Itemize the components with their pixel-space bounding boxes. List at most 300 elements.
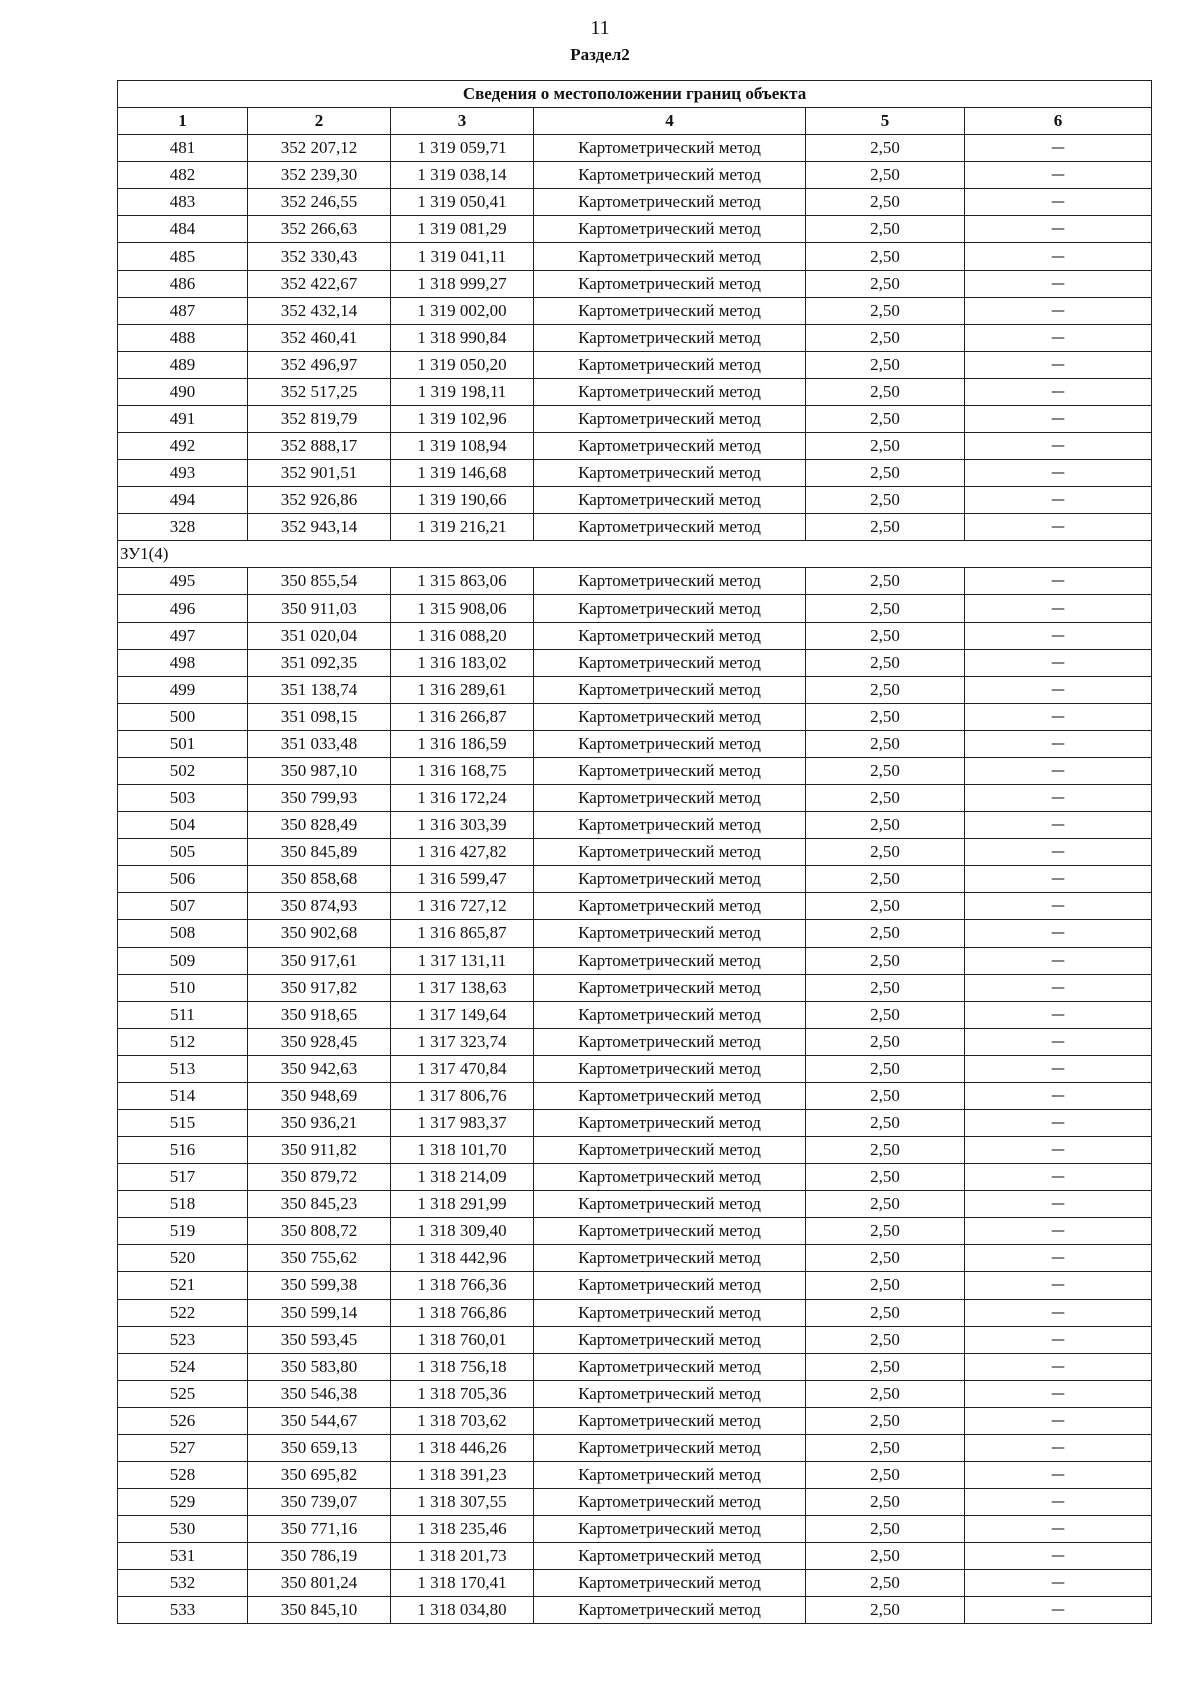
description-cell: — — [965, 487, 1152, 514]
table-row — [118, 270, 1152, 297]
y-coordinate-cell: 1 317 323,74 — [391, 1028, 534, 1055]
x-coordinate-cell: 351 020,04 — [248, 622, 391, 649]
method-cell: Картометрический метод — [534, 1137, 806, 1164]
table-row — [118, 1597, 1152, 1624]
point-number-cell: 507 — [118, 893, 248, 920]
point-number-cell: 484 — [118, 216, 248, 243]
y-coordinate-cell: 1 318 990,84 — [391, 324, 534, 351]
point-number-cell: 517 — [118, 1164, 248, 1191]
description-cell: — — [965, 135, 1152, 162]
x-coordinate-cell: 350 771,16 — [248, 1516, 391, 1543]
y-coordinate-cell: 1 317 806,76 — [391, 1082, 534, 1109]
y-coordinate-cell: 1 318 766,36 — [391, 1272, 534, 1299]
method-cell: Картометрический метод — [534, 1380, 806, 1407]
point-number-cell: 518 — [118, 1191, 248, 1218]
point-number-cell: 490 — [118, 378, 248, 405]
x-coordinate-cell: 350 948,69 — [248, 1082, 391, 1109]
method-cell: Картометрический метод — [534, 1326, 806, 1353]
point-number-cell: 514 — [118, 1082, 248, 1109]
description-cell: — — [965, 757, 1152, 784]
column-number-5: 5 — [806, 108, 965, 135]
table-row — [118, 703, 1152, 730]
x-coordinate-cell: 352 207,12 — [248, 135, 391, 162]
y-coordinate-cell: 1 319 102,96 — [391, 405, 534, 432]
description-cell: — — [965, 1543, 1152, 1570]
point-number-cell: 494 — [118, 487, 248, 514]
description-cell: — — [965, 405, 1152, 432]
y-coordinate-cell: 1 318 756,18 — [391, 1353, 534, 1380]
accuracy-cell: 2,50 — [806, 866, 965, 893]
x-coordinate-cell: 351 092,35 — [248, 649, 391, 676]
table-row — [118, 785, 1152, 812]
accuracy-cell: 2,50 — [806, 1028, 965, 1055]
x-coordinate-cell: 350 659,13 — [248, 1434, 391, 1461]
description-cell: — — [965, 1353, 1152, 1380]
description-cell: — — [965, 162, 1152, 189]
method-cell: Картометрический метод — [534, 1028, 806, 1055]
method-cell: Картометрический метод — [534, 595, 806, 622]
description-cell: — — [965, 866, 1152, 893]
description-cell: — — [965, 1434, 1152, 1461]
y-coordinate-cell: 1 317 138,63 — [391, 974, 534, 1001]
accuracy-cell: 2,50 — [806, 622, 965, 649]
method-cell: Картометрический метод — [534, 514, 806, 541]
x-coordinate-cell: 350 918,65 — [248, 1001, 391, 1028]
point-number-cell: 492 — [118, 433, 248, 460]
method-cell: Картометрический метод — [534, 622, 806, 649]
x-coordinate-cell: 350 936,21 — [248, 1109, 391, 1136]
y-coordinate-cell: 1 318 703,62 — [391, 1407, 534, 1434]
accuracy-cell: 2,50 — [806, 595, 965, 622]
description-cell: — — [965, 1028, 1152, 1055]
description-cell: — — [965, 514, 1152, 541]
method-cell: Картометрический метод — [534, 676, 806, 703]
point-number-cell: 502 — [118, 757, 248, 784]
point-number-cell: 493 — [118, 460, 248, 487]
description-cell: — — [965, 920, 1152, 947]
table-row — [118, 405, 1152, 432]
y-coordinate-cell: 1 316 183,02 — [391, 649, 534, 676]
table-row — [118, 1272, 1152, 1299]
x-coordinate-cell: 350 845,10 — [248, 1597, 391, 1624]
accuracy-cell: 2,50 — [806, 568, 965, 595]
table-row — [118, 460, 1152, 487]
accuracy-cell: 2,50 — [806, 1489, 965, 1516]
table-row — [118, 216, 1152, 243]
x-coordinate-cell: 350 902,68 — [248, 920, 391, 947]
method-cell: Картометрический метод — [534, 757, 806, 784]
point-number-cell: 483 — [118, 189, 248, 216]
y-coordinate-cell: 1 319 050,41 — [391, 189, 534, 216]
method-cell: Картометрический метод — [534, 1516, 806, 1543]
point-number-cell: 532 — [118, 1570, 248, 1597]
table-row — [118, 1245, 1152, 1272]
description-cell: — — [965, 730, 1152, 757]
y-coordinate-cell: 1 318 307,55 — [391, 1489, 534, 1516]
table-row — [118, 1164, 1152, 1191]
y-coordinate-cell: 1 319 038,14 — [391, 162, 534, 189]
accuracy-cell: 2,50 — [806, 1326, 965, 1353]
y-coordinate-cell: 1 318 214,09 — [391, 1164, 534, 1191]
x-coordinate-cell: 350 593,45 — [248, 1326, 391, 1353]
table-row — [118, 757, 1152, 784]
table-body — [118, 135, 1152, 1624]
table-row — [118, 433, 1152, 460]
accuracy-cell: 2,50 — [806, 1380, 965, 1407]
point-number-cell: 512 — [118, 1028, 248, 1055]
y-coordinate-cell: 1 319 146,68 — [391, 460, 534, 487]
method-cell: Картометрический метод — [534, 1353, 806, 1380]
description-cell: — — [965, 1407, 1152, 1434]
accuracy-cell: 2,50 — [806, 1353, 965, 1380]
point-number-cell: 521 — [118, 1272, 248, 1299]
accuracy-cell: 2,50 — [806, 135, 965, 162]
description-cell: — — [965, 1001, 1152, 1028]
table-row — [118, 1218, 1152, 1245]
accuracy-cell: 2,50 — [806, 1597, 965, 1624]
y-coordinate-cell: 1 319 081,29 — [391, 216, 534, 243]
x-coordinate-cell: 352 517,25 — [248, 378, 391, 405]
accuracy-cell: 2,50 — [806, 1434, 965, 1461]
method-cell: Картометрический метод — [534, 1272, 806, 1299]
description-cell: — — [965, 1489, 1152, 1516]
description-cell: — — [965, 460, 1152, 487]
method-cell: Картометрический метод — [534, 568, 806, 595]
section-title: Раздел2 — [570, 45, 630, 64]
method-cell: Картометрический метод — [534, 974, 806, 1001]
table-row — [118, 378, 1152, 405]
y-coordinate-cell: 1 316 599,47 — [391, 866, 534, 893]
method-cell: Картометрический метод — [534, 730, 806, 757]
accuracy-cell: 2,50 — [806, 297, 965, 324]
method-cell: Картометрический метод — [534, 1434, 806, 1461]
x-coordinate-cell: 350 544,67 — [248, 1407, 391, 1434]
description-cell: — — [965, 812, 1152, 839]
point-number-cell: 491 — [118, 405, 248, 432]
table-row — [118, 1191, 1152, 1218]
accuracy-cell: 2,50 — [806, 1543, 965, 1570]
y-coordinate-cell: 1 315 863,06 — [391, 568, 534, 595]
method-cell: Картометрический метод — [534, 324, 806, 351]
table-row — [118, 1434, 1152, 1461]
y-coordinate-cell: 1 318 999,27 — [391, 270, 534, 297]
x-coordinate-cell: 351 033,48 — [248, 730, 391, 757]
page-number: 11 — [590, 17, 610, 39]
method-cell: Картометрический метод — [534, 1164, 806, 1191]
description-cell: — — [965, 351, 1152, 378]
table-row — [118, 1299, 1152, 1326]
method-cell: Картометрический метод — [534, 1218, 806, 1245]
description-cell: — — [965, 189, 1152, 216]
column-number-1: 1 — [118, 108, 248, 135]
description-cell: — — [965, 1272, 1152, 1299]
x-coordinate-cell: 352 330,43 — [248, 243, 391, 270]
description-cell: — — [965, 1516, 1152, 1543]
point-number-cell: 506 — [118, 866, 248, 893]
method-cell: Картометрический метод — [534, 216, 806, 243]
y-coordinate-cell: 1 316 172,24 — [391, 785, 534, 812]
x-coordinate-cell: 350 755,62 — [248, 1245, 391, 1272]
table-row — [118, 1570, 1152, 1597]
point-number-cell: 516 — [118, 1137, 248, 1164]
x-coordinate-cell: 352 266,63 — [248, 216, 391, 243]
method-cell: Картометрический метод — [534, 1407, 806, 1434]
column-number-2: 2 — [248, 108, 391, 135]
accuracy-cell: 2,50 — [806, 1570, 965, 1597]
description-cell: — — [965, 243, 1152, 270]
y-coordinate-cell: 1 318 760,01 — [391, 1326, 534, 1353]
description-cell: — — [965, 1326, 1152, 1353]
x-coordinate-cell: 350 911,82 — [248, 1137, 391, 1164]
x-coordinate-cell: 350 879,72 — [248, 1164, 391, 1191]
method-cell: Картометрический метод — [534, 839, 806, 866]
table-row — [118, 974, 1152, 1001]
table-row — [118, 866, 1152, 893]
method-cell: Картометрический метод — [534, 433, 806, 460]
table-row — [118, 1461, 1152, 1488]
method-cell: Картометрический метод — [534, 405, 806, 432]
y-coordinate-cell: 1 319 059,71 — [391, 135, 534, 162]
y-coordinate-cell: 1 316 168,75 — [391, 757, 534, 784]
accuracy-cell: 2,50 — [806, 974, 965, 1001]
method-cell: Картометрический метод — [534, 812, 806, 839]
point-number-cell: 504 — [118, 812, 248, 839]
method-cell: Картометрический метод — [534, 351, 806, 378]
accuracy-cell: 2,50 — [806, 324, 965, 351]
table-row — [118, 947, 1152, 974]
description-cell: — — [965, 1109, 1152, 1136]
accuracy-cell: 2,50 — [806, 514, 965, 541]
table-row — [118, 189, 1152, 216]
accuracy-cell: 2,50 — [806, 649, 965, 676]
method-cell: Картометрический метод — [534, 1597, 806, 1624]
x-coordinate-cell: 350 928,45 — [248, 1028, 391, 1055]
accuracy-cell: 2,50 — [806, 189, 965, 216]
description-cell: — — [965, 676, 1152, 703]
table-row — [118, 1543, 1152, 1570]
method-cell: Картометрический метод — [534, 135, 806, 162]
point-number-cell: 500 — [118, 703, 248, 730]
accuracy-cell: 2,50 — [806, 839, 965, 866]
column-number-row — [118, 108, 1152, 135]
point-number-cell: 511 — [118, 1001, 248, 1028]
accuracy-cell: 2,50 — [806, 162, 965, 189]
point-number-cell: 515 — [118, 1109, 248, 1136]
y-coordinate-cell: 1 318 201,73 — [391, 1543, 534, 1570]
description-cell: — — [965, 974, 1152, 1001]
description-cell: — — [965, 324, 1152, 351]
description-cell: — — [965, 1191, 1152, 1218]
description-cell: — — [965, 1461, 1152, 1488]
x-coordinate-cell: 350 874,93 — [248, 893, 391, 920]
accuracy-cell: 2,50 — [806, 676, 965, 703]
y-coordinate-cell: 1 318 291,99 — [391, 1191, 534, 1218]
y-coordinate-cell: 1 318 034,80 — [391, 1597, 534, 1624]
method-cell: Картометрический метод — [534, 378, 806, 405]
y-coordinate-cell: 1 316 427,82 — [391, 839, 534, 866]
y-coordinate-cell: 1 316 289,61 — [391, 676, 534, 703]
table-row — [118, 1082, 1152, 1109]
method-cell: Картометрический метод — [534, 162, 806, 189]
accuracy-cell: 2,50 — [806, 947, 965, 974]
y-coordinate-cell: 1 318 705,36 — [391, 1380, 534, 1407]
x-coordinate-cell: 351 138,74 — [248, 676, 391, 703]
accuracy-cell: 2,50 — [806, 270, 965, 297]
table-row — [118, 1028, 1152, 1055]
x-coordinate-cell: 350 917,61 — [248, 947, 391, 974]
accuracy-cell: 2,50 — [806, 487, 965, 514]
point-number-cell: 503 — [118, 785, 248, 812]
x-coordinate-cell: 352 901,51 — [248, 460, 391, 487]
accuracy-cell: 2,50 — [806, 433, 965, 460]
table-row — [118, 1380, 1152, 1407]
accuracy-cell: 2,50 — [806, 920, 965, 947]
x-coordinate-cell: 352 496,97 — [248, 351, 391, 378]
table-row — [118, 1137, 1152, 1164]
point-number-cell: 522 — [118, 1299, 248, 1326]
x-coordinate-cell: 350 583,80 — [248, 1353, 391, 1380]
table-row — [118, 243, 1152, 270]
y-coordinate-cell: 1 316 865,87 — [391, 920, 534, 947]
parcel-group-label: ЗУ1(4) — [118, 541, 1152, 568]
y-coordinate-cell: 1 316 727,12 — [391, 893, 534, 920]
table-row — [118, 1326, 1152, 1353]
y-coordinate-cell: 1 319 190,66 — [391, 487, 534, 514]
table-row — [118, 568, 1152, 595]
accuracy-cell: 2,50 — [806, 1299, 965, 1326]
method-cell: Картометрический метод — [534, 703, 806, 730]
table-row — [118, 812, 1152, 839]
y-coordinate-cell: 1 319 216,21 — [391, 514, 534, 541]
y-coordinate-cell: 1 318 446,26 — [391, 1434, 534, 1461]
table-row — [118, 1516, 1152, 1543]
description-cell: — — [965, 1245, 1152, 1272]
y-coordinate-cell: 1 319 041,11 — [391, 243, 534, 270]
accuracy-cell: 2,50 — [806, 460, 965, 487]
method-cell: Картометрический метод — [534, 947, 806, 974]
method-cell: Картометрический метод — [534, 243, 806, 270]
method-cell: Картометрический метод — [534, 893, 806, 920]
accuracy-cell: 2,50 — [806, 1461, 965, 1488]
table-row — [118, 135, 1152, 162]
description-cell: — — [965, 378, 1152, 405]
x-coordinate-cell: 352 246,55 — [248, 189, 391, 216]
method-cell: Картометрический метод — [534, 1082, 806, 1109]
accuracy-cell: 2,50 — [806, 1272, 965, 1299]
table-row — [118, 622, 1152, 649]
x-coordinate-cell: 350 845,23 — [248, 1191, 391, 1218]
description-cell: — — [965, 785, 1152, 812]
x-coordinate-cell: 352 943,14 — [248, 514, 391, 541]
description-cell: — — [965, 1218, 1152, 1245]
description-cell: — — [965, 1299, 1152, 1326]
point-number-cell: 489 — [118, 351, 248, 378]
table-row — [118, 676, 1152, 703]
point-number-cell: 498 — [118, 649, 248, 676]
point-number-cell: 529 — [118, 1489, 248, 1516]
table-row — [118, 487, 1152, 514]
description-cell: — — [965, 1380, 1152, 1407]
parcel-group-row — [118, 541, 1152, 568]
y-coordinate-cell: 1 317 131,11 — [391, 947, 534, 974]
method-cell: Картометрический метод — [534, 1543, 806, 1570]
point-number-cell: 505 — [118, 839, 248, 866]
description-cell: — — [965, 595, 1152, 622]
x-coordinate-cell: 350 828,49 — [248, 812, 391, 839]
point-number-cell: 499 — [118, 676, 248, 703]
accuracy-cell: 2,50 — [806, 1001, 965, 1028]
method-cell: Картометрический метод — [534, 785, 806, 812]
table-row — [118, 162, 1152, 189]
accuracy-cell: 2,50 — [806, 1109, 965, 1136]
point-number-cell: 509 — [118, 947, 248, 974]
point-number-cell: 496 — [118, 595, 248, 622]
table-row — [118, 1407, 1152, 1434]
y-coordinate-cell: 1 318 391,23 — [391, 1461, 534, 1488]
method-cell: Картометрический метод — [534, 1570, 806, 1597]
point-number-cell: 486 — [118, 270, 248, 297]
accuracy-cell: 2,50 — [806, 1055, 965, 1082]
method-cell: Картометрический метод — [534, 1109, 806, 1136]
point-number-cell: 533 — [118, 1597, 248, 1624]
accuracy-cell: 2,50 — [806, 1082, 965, 1109]
x-coordinate-cell: 351 098,15 — [248, 703, 391, 730]
x-coordinate-cell: 350 858,68 — [248, 866, 391, 893]
accuracy-cell: 2,50 — [806, 378, 965, 405]
x-coordinate-cell: 350 695,82 — [248, 1461, 391, 1488]
y-coordinate-cell: 1 316 303,39 — [391, 812, 534, 839]
accuracy-cell: 2,50 — [806, 243, 965, 270]
point-number-cell: 508 — [118, 920, 248, 947]
y-coordinate-cell: 1 319 050,20 — [391, 351, 534, 378]
accuracy-cell: 2,50 — [806, 1137, 965, 1164]
method-cell: Картометрический метод — [534, 270, 806, 297]
y-coordinate-cell: 1 317 470,84 — [391, 1055, 534, 1082]
accuracy-cell: 2,50 — [806, 703, 965, 730]
point-number-cell: 497 — [118, 622, 248, 649]
y-coordinate-cell: 1 317 983,37 — [391, 1109, 534, 1136]
accuracy-cell: 2,50 — [806, 812, 965, 839]
table-row — [118, 920, 1152, 947]
x-coordinate-cell: 350 599,14 — [248, 1299, 391, 1326]
accuracy-cell: 2,50 — [806, 216, 965, 243]
point-number-cell: 495 — [118, 568, 248, 595]
point-number-cell: 501 — [118, 730, 248, 757]
description-cell: — — [965, 703, 1152, 730]
x-coordinate-cell: 352 422,67 — [248, 270, 391, 297]
point-number-cell: 530 — [118, 1516, 248, 1543]
method-cell: Картометрический метод — [534, 1299, 806, 1326]
point-number-cell: 328 — [118, 514, 248, 541]
y-coordinate-cell: 1 319 198,11 — [391, 378, 534, 405]
x-coordinate-cell: 350 845,89 — [248, 839, 391, 866]
table-row — [118, 839, 1152, 866]
table-caption-row — [118, 81, 1152, 108]
x-coordinate-cell: 352 239,30 — [248, 162, 391, 189]
description-cell: — — [965, 622, 1152, 649]
description-cell: — — [965, 1570, 1152, 1597]
table-row — [118, 1109, 1152, 1136]
accuracy-cell: 2,50 — [806, 785, 965, 812]
table-row — [118, 1001, 1152, 1028]
table-row — [118, 1489, 1152, 1516]
accuracy-cell: 2,50 — [806, 351, 965, 378]
description-cell: — — [965, 216, 1152, 243]
y-coordinate-cell: 1 317 149,64 — [391, 1001, 534, 1028]
x-coordinate-cell: 350 917,82 — [248, 974, 391, 1001]
x-coordinate-cell: 350 855,54 — [248, 568, 391, 595]
description-cell: — — [965, 1137, 1152, 1164]
